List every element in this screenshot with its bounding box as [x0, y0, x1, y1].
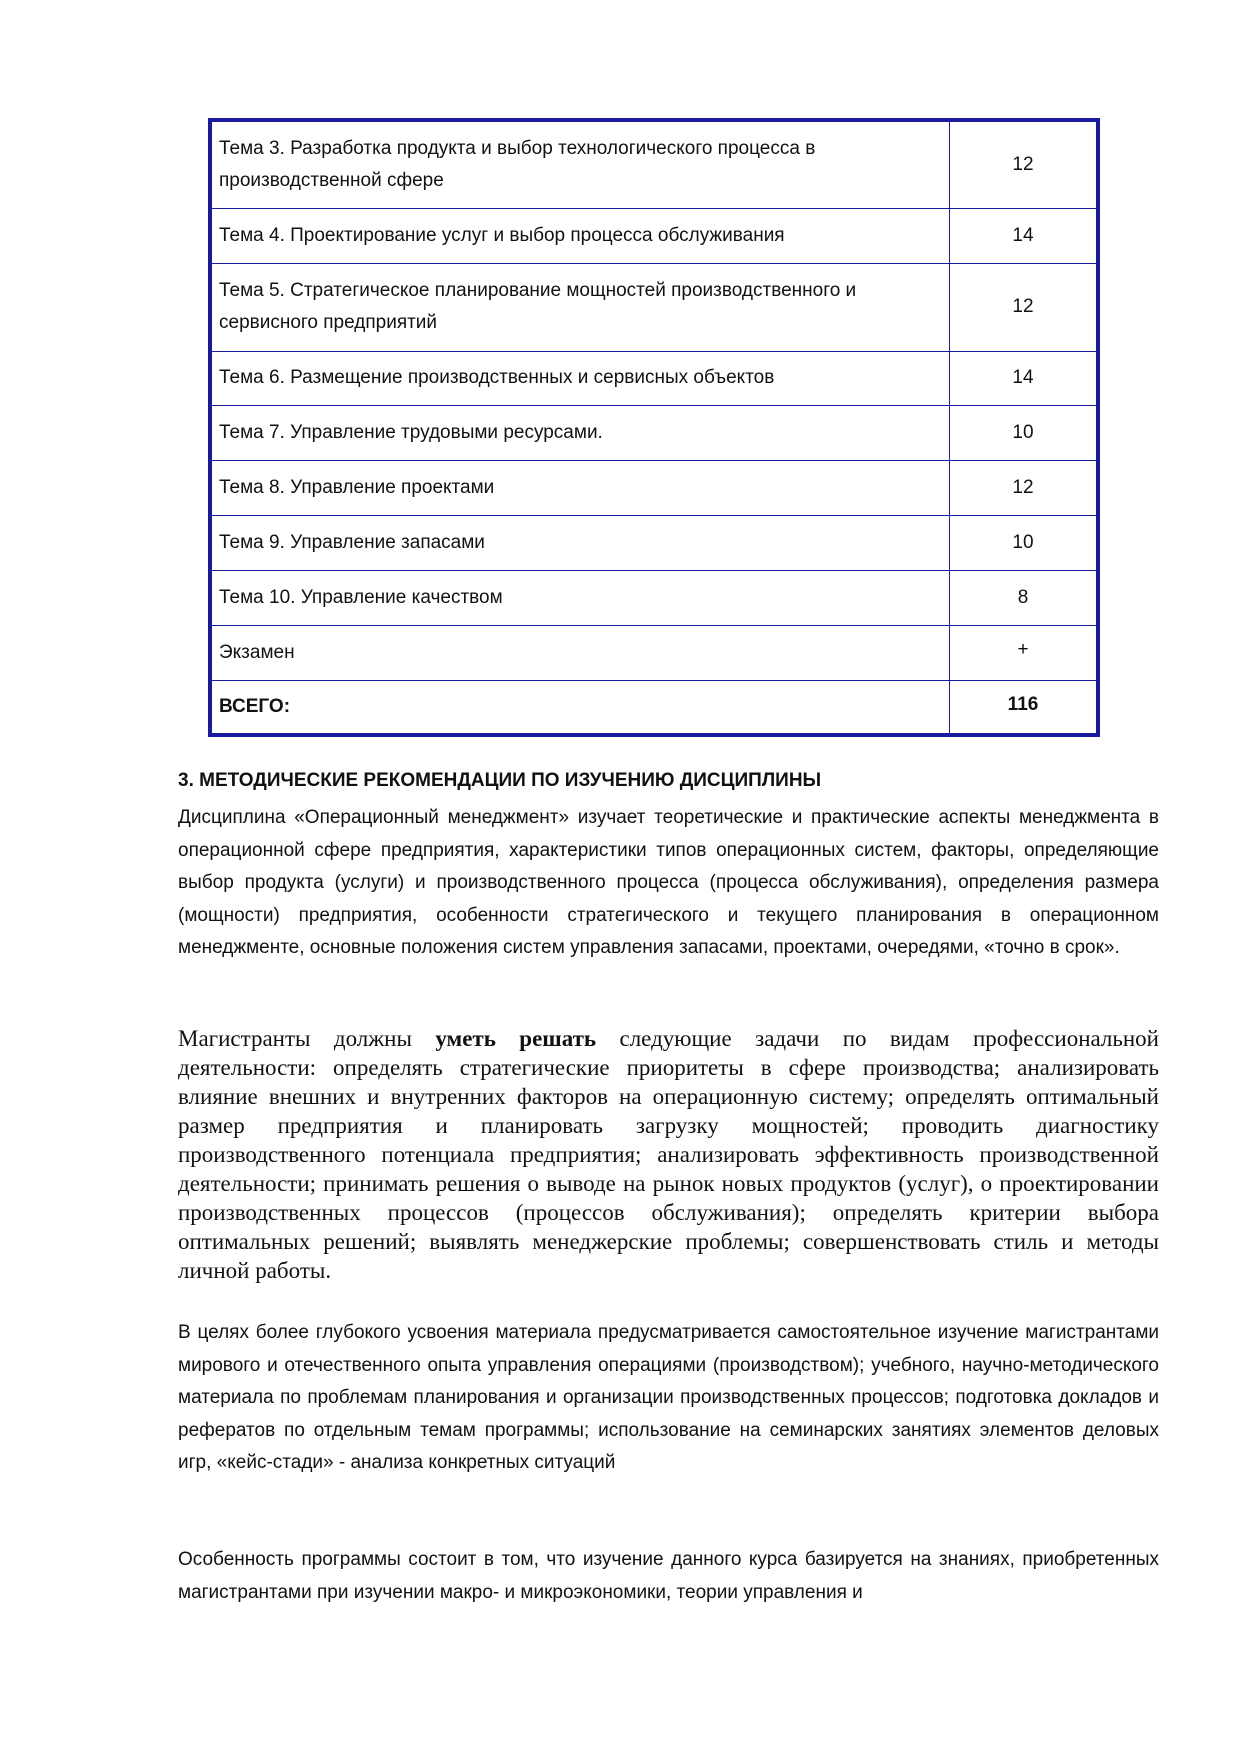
skills-emphasis: уметь решать: [435, 1026, 597, 1051]
paragraph-self-study: В целях более глубокого усвоения материала предусматривается самостоятельное изучение магистрантами мирового и отечественного опыта управления операциями (производством); учебного, научно-методического материала по проблемам планирования и организации производственных процессов; подготовка докладов и рефератов по отдельным темам программы; использование на семинарских занятиях элементов деловых игр, «кейс-стади» - анализа конкретных ситуаций: [178, 1322, 1159, 1473]
table-row: [210, 625, 1098, 680]
section-heading: 3. МЕТОДИЧЕСКИЕ РЕКОМЕНДАЦИИ ПО ИЗУЧЕНИЮ ДИСЦИПЛИНЫ: [178, 770, 822, 791]
table-row: [210, 263, 1098, 351]
table-row: [210, 351, 1098, 405]
table-row: [210, 120, 1098, 208]
hours-cell: 12: [950, 460, 1099, 515]
topic-cell: Тема 5. Стратегическое планирование мощностей производственного и сервисного предприятий: [210, 263, 950, 351]
hours-cell: 10: [950, 405, 1099, 460]
hours-cell: 12: [950, 263, 1099, 351]
hours-cell: 10: [950, 515, 1099, 570]
paragraph-discipline: Дисциплина «Операционный менеджмент» изучает теоретические и практические аспекты менеджмента в операционной сфере предприятия, характеристики типов операционных систем, факторы, определяющие выбор продукта (услуги) и производственного процесса (процесса обслуживания), определения размера (мощности) предприятия, особенности стратегического и текущего планирования в операционном менеджменте, основные положения систем управления запасами, проектами, очередями, «точно в срок».: [178, 807, 1159, 958]
topic-cell: Тема 7. Управление трудовыми ресурсами.: [210, 405, 950, 460]
hours-cell: 12: [950, 120, 1099, 208]
hours-cell: 8: [950, 570, 1099, 625]
total-label: ВСЕГО:: [210, 680, 950, 735]
table-row: [210, 570, 1098, 625]
table-row: [210, 515, 1098, 570]
topic-cell: Тема 8. Управление проектами: [210, 460, 950, 515]
hours-cell: +: [950, 625, 1099, 680]
topic-cell: Тема 4. Проектирование услуг и выбор процесса обслуживания: [210, 208, 950, 263]
hours-cell: 14: [950, 208, 1099, 263]
paragraph-skills: [178, 1024, 1159, 1285]
skills-text-rest: следующие задачи по видам профессиональной деятельности: определять стратегические приоритеты в сфере производства; анализировать влияние внешних и внутренних факторов на операционную систему; определять оптимальный размер предприятия и планировать загрузку мощностей; проводить диагностику производственного потенциала предприятия; анализировать эффективность производственной деятельности; принимать решения о выводе на рынок новых продуктов (услуг), о проектировании производственных процессов (процессов обслуживания); определять критерии выбора оптимальных решений; выявлять менеджерские проблемы; совершенствовать стиль и методы личной работы.: [178, 1026, 1159, 1283]
table-row: [210, 460, 1098, 515]
topic-cell: Тема 3. Разработка продукта и выбор технологического процесса в производственной сфере: [210, 120, 950, 208]
topic-cell: Экзамен: [210, 625, 950, 680]
hours-table: [208, 118, 1100, 737]
table-row: [210, 208, 1098, 263]
topic-cell: Тема 9. Управление запасами: [210, 515, 950, 570]
total-value: 116: [950, 680, 1099, 735]
skills-text-start: Магистранты должны: [178, 1026, 436, 1051]
hours-cell: 14: [950, 351, 1099, 405]
topic-cell: Тема 10. Управление качеством: [210, 570, 950, 625]
paragraph-features: Особенность программы состоит в том, что изучение данного курса базируется на знаниях, приобретенных магистрантами при изучении макро- и микроэкономики, теории управления и: [178, 1549, 1159, 1603]
table-row: [210, 405, 1098, 460]
total-row: [210, 680, 1098, 735]
topic-cell: Тема 6. Размещение производственных и сервисных объектов: [210, 351, 950, 405]
